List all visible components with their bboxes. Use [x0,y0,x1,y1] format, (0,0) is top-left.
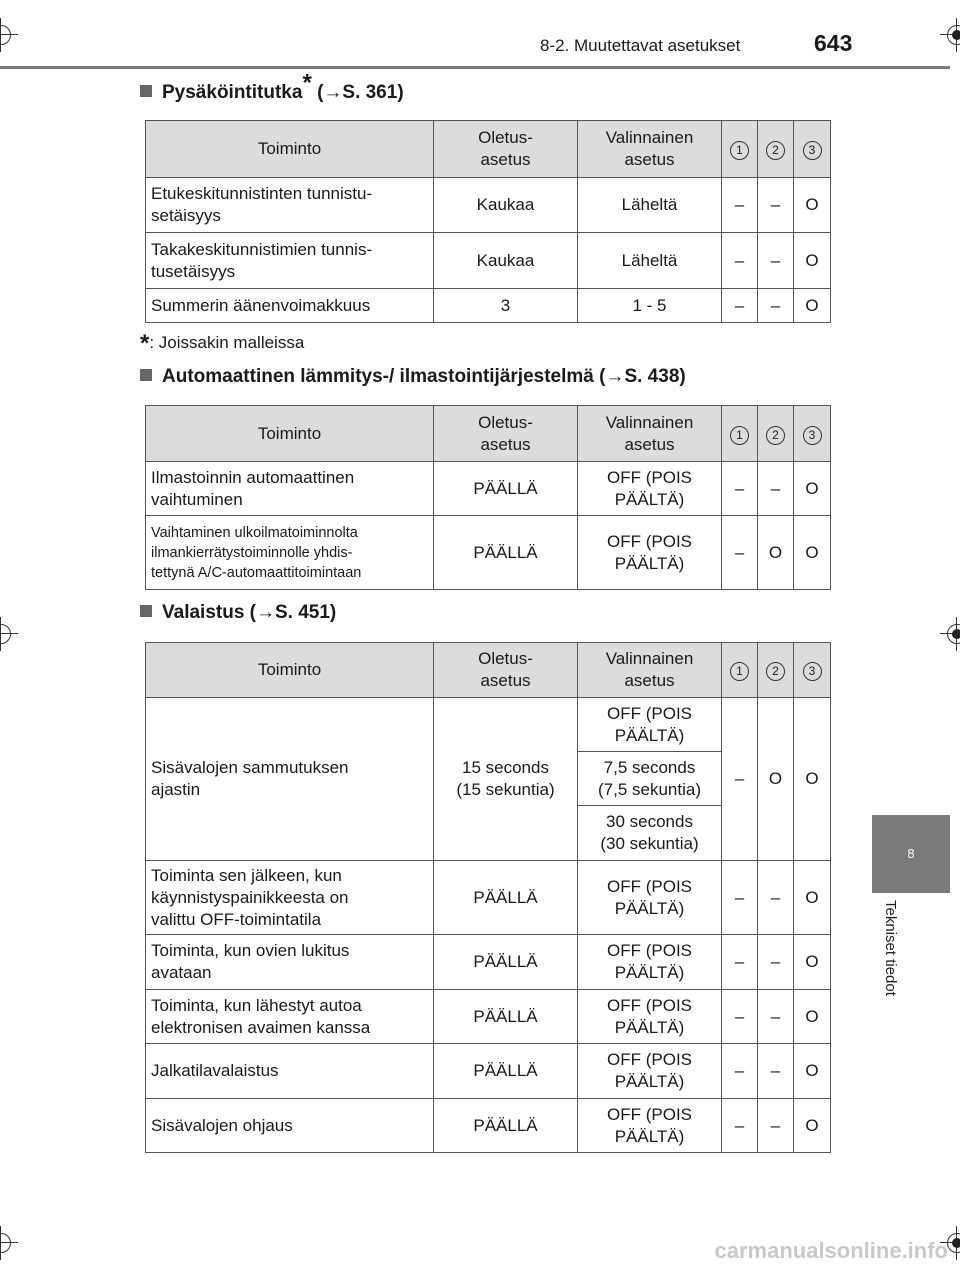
cell-c1: – [722,178,758,233]
header-function: Toiminto [146,406,434,462]
table-row [146,990,831,1044]
cell-c3: O [794,462,831,516]
cell-default: PÄÄLLÄ [434,1099,578,1153]
section-title-text: Automaattinen lämmitys-/ ilmastointijärjestelmä [162,366,594,387]
cell-c2: – [758,178,794,233]
header-rule [0,66,950,69]
crop-mark-icon [940,617,960,651]
cell-optional: OFF (POIS PÄÄLTÄ) [578,1099,722,1153]
cell-optional: OFF (POIS PÄÄLTÄ) [578,861,722,935]
cell-c2: – [758,861,794,935]
circled-number-2-icon: 2 [766,426,785,445]
cell-optional: Läheltä [578,178,722,233]
cell-function: Sisävalojen ohjaus [146,1099,434,1153]
cell-default: PÄÄLLÄ [434,935,578,990]
cell-c1: – [722,861,758,935]
cell-c2: – [758,462,794,516]
section-ref: (→S. 361) [317,82,404,103]
settings-table-parking-sensor [145,120,831,323]
table-header-row [146,406,831,462]
section-title-text: Valaistus [162,602,245,623]
circled-number-3-icon: 3 [803,141,822,160]
settings-table-climate [145,405,831,590]
cell-c2: O [758,516,794,590]
crop-mark-icon [0,1226,18,1260]
cell-c2: O [758,698,794,861]
cell-function: Sisävalojen sammutuksen ajastin [146,698,434,861]
header-function: Toiminto [146,121,434,178]
cell-c1: – [722,462,758,516]
header-col2 [758,643,794,698]
cell-c1: – [722,516,758,590]
cell-default: 15 seconds (15 sekuntia) [434,698,578,861]
cell-default: PÄÄLLÄ [434,1044,578,1099]
header-section-title: 8-2. Muutettavat asetukset [540,36,741,55]
cell-c3: O [794,861,831,935]
cell-optional: Läheltä [578,233,722,289]
footnote-star: * [140,330,150,357]
circled-number-3-icon: 3 [803,662,822,681]
header-col2 [758,121,794,178]
cell-c1: – [722,990,758,1044]
table-row [146,698,831,752]
section-title-parking-sensor [140,69,404,104]
cell-c2: – [758,289,794,323]
header-optional: Valinnainen asetus [578,406,722,462]
header-col2 [758,406,794,462]
circled-number-1-icon: 1 [730,662,749,681]
header-col3 [794,406,831,462]
header-col3 [794,643,831,698]
cell-function: Summerin äänenvoimakkuus [146,289,434,323]
cell-function: Vaihtaminen ulkoilmatoiminnolta ilmankierrätystoiminnolle yhdis- tettynä A/C-automaattitoimintaan [146,516,434,590]
table-row [146,178,831,233]
section-title-climate [140,366,686,388]
cell-function: Toiminta sen jälkeen, kun käynnistyspainikkeesta on valittu OFF-toimintatila [146,861,434,935]
table-row [146,516,831,590]
footnote [140,330,304,358]
section-title-lighting [140,602,336,624]
cell-c3: O [794,990,831,1044]
section-ref: (→S. 451) [249,602,337,623]
cell-default: 3 [434,289,578,323]
cell-c3: O [794,516,831,590]
chapter-number: 8 [907,846,915,861]
table-row [146,1044,831,1099]
table-row [146,861,831,935]
cell-c3: O [794,289,831,323]
header-default: Oletus- asetus [434,121,578,178]
watermark: carmanualsonline.info [714,1238,948,1263]
cell-c2: – [758,935,794,990]
header-function: Toiminto [146,643,434,698]
cell-function: Etukeskitunnistinten tunnistu- setäisyys [146,178,434,233]
table-row [146,289,831,323]
cell-default: PÄÄLLÄ [434,990,578,1044]
cell-function: Jalkatilavalaistus [146,1044,434,1099]
cell-function: Ilmastoinnin automaattinen vaihtuminen [146,462,434,516]
table-row [146,1099,831,1153]
square-bullet-icon [140,85,152,97]
cell-c2: – [758,990,794,1044]
cell-c3: O [794,178,831,233]
cell-optional: 1 - 5 [578,289,722,323]
circled-number-3-icon: 3 [803,426,822,445]
chapter-label-wrap [870,900,906,1040]
cell-c1: – [722,289,758,323]
cell-c2: – [758,1099,794,1153]
cell-default: Kaukaa [434,178,578,233]
cell-c3: O [794,233,831,289]
footnote-text: : Joissakin malleissa [149,333,305,352]
cell-c3: O [794,1099,831,1153]
cell-default: PÄÄLLÄ [434,516,578,590]
header-col1 [722,406,758,462]
cell-optional: OFF (POIS PÄÄLTÄ) [578,516,722,590]
table-row [146,233,831,289]
cell-option: OFF (POIS PÄÄLTÄ) [578,698,722,752]
chapter-tab [872,815,950,893]
cell-c1: – [722,935,758,990]
cell-option: 7,5 seconds (7,5 sekuntia) [578,752,722,806]
header-col1 [722,643,758,698]
cell-c2: – [758,1044,794,1099]
cell-c3: O [794,935,831,990]
circled-number-2-icon: 2 [766,662,785,681]
cell-function: Toiminta, kun ovien lukitus avataan [146,935,434,990]
cell-c1: – [722,1044,758,1099]
title-star: * [302,69,312,97]
page-number: 643 [814,30,853,56]
cell-default: Kaukaa [434,233,578,289]
cell-optional: OFF (POIS PÄÄLTÄ) [578,462,722,516]
table-row [146,462,831,516]
header-col3 [794,121,831,178]
cell-function: Takakeskitunnistimien tunnis- tusetäisyys [146,233,434,289]
header-default: Oletus- asetus [434,643,578,698]
cell-optional: OFF (POIS PÄÄLTÄ) [578,1044,722,1099]
crop-mark-icon [940,18,960,52]
crop-mark-icon [0,617,18,651]
cell-function: Toiminta, kun lähestyt autoa elektronisen avaimen kanssa [146,990,434,1044]
header-default: Oletus- asetus [434,406,578,462]
cell-c1: – [722,1099,758,1153]
cell-c3: O [794,698,831,861]
circled-number-2-icon: 2 [766,141,785,160]
cell-default: PÄÄLLÄ [434,462,578,516]
header-optional: Valinnainen asetus [578,643,722,698]
cell-option: 30 seconds (30 sekuntia) [578,806,722,861]
chapter-label: Tekniset tiedot [882,900,899,996]
section-title-text: Pysäköintitutka [162,82,303,103]
cell-c1: – [722,698,758,861]
circled-number-1-icon: 1 [730,141,749,160]
cell-optional: OFF (POIS PÄÄLTÄ) [578,990,722,1044]
cell-c2: – [758,233,794,289]
square-bullet-icon [140,369,152,381]
table-row [146,935,831,990]
table-header-row [146,121,831,178]
header-optional: Valinnainen asetus [578,121,722,178]
square-bullet-icon [140,605,152,617]
cell-c3: O [794,1044,831,1099]
settings-table-lighting [145,642,831,1153]
header-col1 [722,121,758,178]
cell-default: PÄÄLLÄ [434,861,578,935]
cell-c1: – [722,233,758,289]
circled-number-1-icon: 1 [730,426,749,445]
cell-optional: OFF (POIS PÄÄLTÄ) [578,935,722,990]
section-ref: (→S. 438) [599,366,686,387]
table-header-row [146,643,831,698]
crop-mark-icon [0,18,18,52]
